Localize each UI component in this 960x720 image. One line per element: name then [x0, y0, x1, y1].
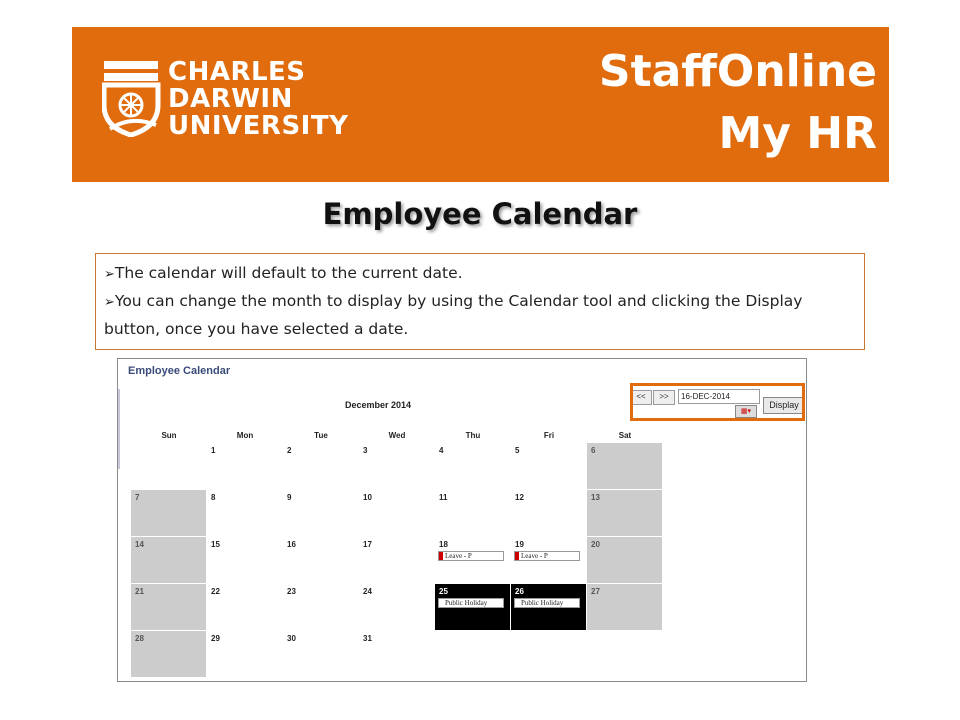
calendar-day-cell[interactable]	[359, 490, 434, 536]
calendar-day-cell[interactable]	[131, 537, 206, 583]
day-header-wed: Wed	[388, 431, 406, 440]
day-number: 1	[211, 446, 216, 455]
note-text: The calendar will default to the current date.	[114, 264, 463, 282]
calendar-day-cell[interactable]	[283, 490, 358, 536]
day-number: 22	[211, 587, 220, 596]
day-number: 17	[363, 540, 372, 549]
calendar-event[interactable]	[514, 598, 580, 608]
event-label: Leave - P	[521, 552, 548, 560]
day-number: 7	[135, 493, 140, 502]
calendar-day-cell[interactable]	[359, 537, 434, 583]
day-header-tue: Tue	[314, 431, 328, 440]
calendar-event[interactable]	[514, 551, 580, 561]
day-number: 28	[135, 634, 144, 643]
calendar-screenshot	[117, 358, 807, 682]
calendar-day-cell[interactable]	[435, 443, 510, 489]
day-number: 2	[287, 446, 292, 455]
calendar-day-cell[interactable]	[587, 537, 662, 583]
arrow-bullet-icon: ➢	[104, 267, 115, 282]
calendar-day-cell[interactable]	[359, 443, 434, 489]
calendar-day-cell[interactable]	[207, 490, 282, 536]
display-button[interactable]: Display	[763, 397, 805, 414]
header-banner	[72, 27, 889, 182]
calendar-picker-icon[interactable]: ▦▾	[735, 405, 757, 418]
logo-line: UNIVERSITY	[168, 111, 349, 141]
day-number: 6	[591, 446, 596, 455]
date-input[interactable]: 16-DEC-2014	[678, 389, 760, 404]
day-number: 27	[591, 587, 600, 596]
calendar-event[interactable]	[438, 551, 504, 561]
day-header-mon: Mon	[236, 431, 254, 440]
event-label: Leave - P	[445, 552, 472, 560]
calendar-day-cell[interactable]	[283, 537, 358, 583]
calendar-day-cell[interactable]	[131, 631, 206, 677]
calendar-day-cell[interactable]	[207, 584, 282, 630]
calendar-day-cell[interactable]	[131, 584, 206, 630]
event-marker	[515, 552, 519, 560]
logo-wordmark	[168, 59, 348, 140]
highlight-box	[630, 383, 805, 421]
calendar-day-cell[interactable]	[435, 537, 510, 583]
calendar-day-cell[interactable]	[435, 490, 510, 536]
calendar-day-cell[interactable]	[587, 490, 662, 536]
day-number: 26	[515, 587, 524, 596]
notes-box	[95, 253, 865, 350]
banner-title-line2: My HR	[718, 108, 877, 159]
calendar-day-cell[interactable]	[131, 490, 206, 536]
calendar-title: Employee Calendar	[128, 365, 231, 377]
event-label: Public Holiday	[445, 599, 488, 607]
calendar-event[interactable]	[438, 598, 504, 608]
day-number: 16	[287, 540, 296, 549]
calendar-day-cell[interactable]	[359, 631, 434, 677]
banner-title-line1: StaffOnline	[598, 46, 877, 97]
day-number: 9	[287, 493, 292, 502]
event-marker	[515, 599, 519, 607]
calendar-day-cell[interactable]	[587, 584, 662, 630]
day-number: 23	[287, 587, 296, 596]
month-label: December 2014	[344, 400, 412, 410]
logo-line: DARWIN	[168, 84, 293, 114]
day-number: 24	[363, 587, 372, 596]
day-number: 13	[591, 493, 600, 502]
logo-line: CHARLES	[168, 57, 306, 87]
day-number: 14	[135, 540, 144, 549]
day-number: 30	[287, 634, 296, 643]
event-label: Public Holiday	[521, 599, 564, 607]
calendar-day-cell[interactable]	[511, 537, 586, 583]
day-number: 4	[439, 446, 444, 455]
banner-title	[599, 41, 877, 165]
cdu-shield-icon	[102, 55, 162, 137]
calendar-day-cell[interactable]	[283, 584, 358, 630]
day-header-sat: Sat	[618, 431, 632, 440]
day-number: 10	[363, 493, 372, 502]
day-header-fri: Fri	[543, 431, 555, 440]
day-number: 21	[135, 587, 144, 596]
day-number: 15	[211, 540, 220, 549]
calendar-day-cell[interactable]	[207, 631, 282, 677]
calendar-day-cell[interactable]	[511, 443, 586, 489]
day-number: 19	[515, 540, 524, 549]
cdu-logo	[102, 55, 382, 145]
day-number: 29	[211, 634, 220, 643]
calendar-day-cell[interactable]	[435, 584, 510, 630]
day-header-sun: Sun	[161, 431, 177, 440]
calendar-day-cell[interactable]	[511, 490, 586, 536]
calendar-day-cell[interactable]	[587, 443, 662, 489]
note-item	[104, 260, 856, 288]
calendar-day-cell[interactable]	[283, 631, 358, 677]
calendar-day-cell[interactable]	[359, 584, 434, 630]
note-item	[104, 288, 856, 342]
day-number: 25	[439, 587, 448, 596]
prev-month-button[interactable]: <<	[630, 390, 652, 405]
day-number: 18	[439, 540, 448, 549]
calendar-day-cell[interactable]	[207, 537, 282, 583]
page-heading: Employee Calendar	[322, 197, 638, 231]
arrow-bullet-icon: ➢	[104, 295, 115, 310]
day-header-thu: Thu	[465, 431, 481, 440]
calendar-day-cell[interactable]	[207, 443, 282, 489]
day-number: 12	[515, 493, 524, 502]
next-month-button[interactable]: >>	[653, 390, 675, 405]
calendar-day-cell[interactable]	[511, 584, 586, 630]
day-number: 5	[515, 446, 520, 455]
day-number: 20	[591, 540, 600, 549]
day-number: 31	[363, 634, 372, 643]
event-marker	[439, 552, 443, 560]
event-marker	[439, 599, 443, 607]
day-number: 8	[211, 493, 216, 502]
note-text: You can change the month to display by using the Calendar tool and clicking the Display button, once you have selected a date.	[104, 292, 803, 338]
day-number: 3	[363, 446, 368, 455]
calendar-day-cell[interactable]	[283, 443, 358, 489]
day-number: 11	[439, 493, 448, 502]
